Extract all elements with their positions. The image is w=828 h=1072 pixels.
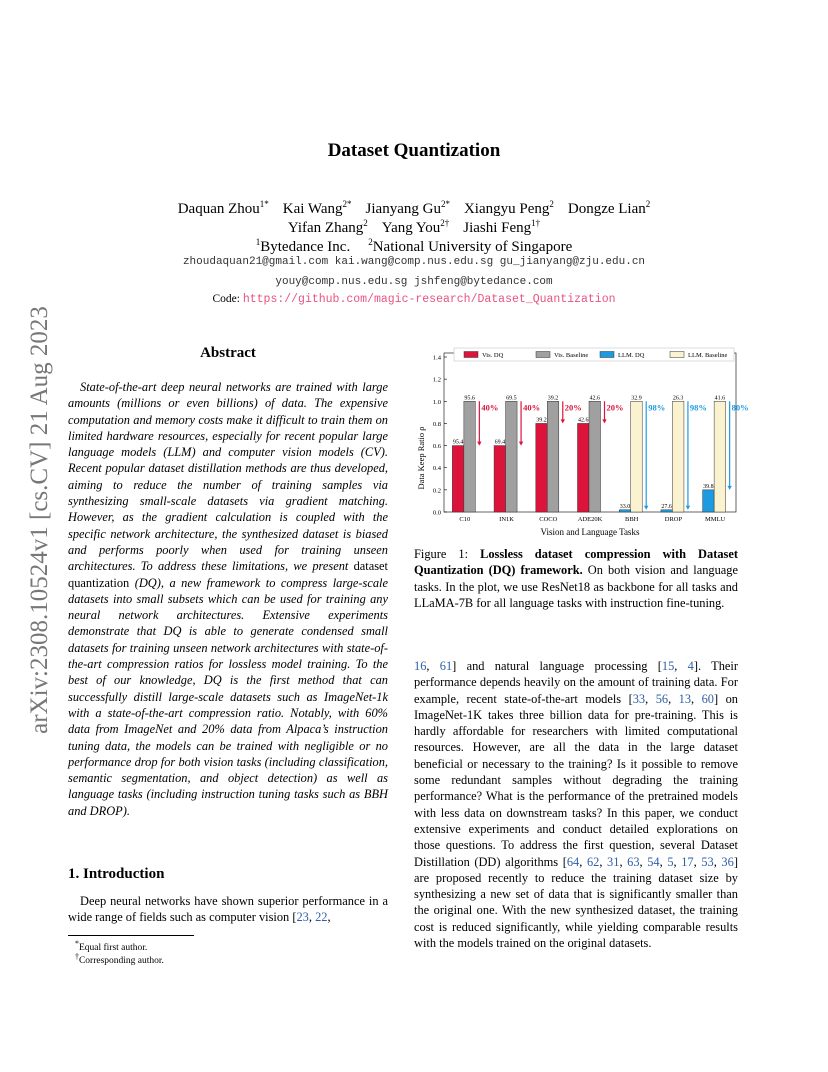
- arxiv-id: arXiv:2308.10524v1 [cs.CV] 21 Aug 2023: [26, 306, 53, 734]
- bar: [547, 401, 559, 512]
- body-text: ,: [691, 691, 702, 706]
- author-mark: 2: [363, 218, 368, 228]
- bar: [494, 446, 506, 512]
- citation-link[interactable]: 4: [687, 659, 694, 673]
- legend-entry: Vis. DQ: [482, 352, 504, 359]
- legend-swatch: [600, 352, 614, 358]
- author-text: Kai Wang: [282, 201, 343, 217]
- y-tick-label: 0.8: [432, 420, 441, 428]
- abstract-part-2: (DQ), a new framework to compress large-scale datasets into small subsets which can be used for training any neural network architectures. Extensive experiments demonstrate that DQ is able to generate condensed small datasets for training unseen network architectures with state-of-the-art compression ratios for lossless model training. To the best of our knowledge, DQ is the first method that can successfully distill large-scale datasets such as ImageNet-1k with a state-of-the-art compression ratio. Notably, with 60% data from ImageNet and 20% data from Alpaca’s instruction tuning data, the models can be trained with negligible or no performance drop for both vision tasks (including classification, semantic segmentation, and object detection) as well as language tasks (including instruction tuning tasks such as BBH and DROP).: [68, 575, 388, 818]
- data-label: 95.4: [452, 439, 464, 446]
- data-label: 42.6: [589, 395, 600, 402]
- citation-link[interactable]: 13: [678, 691, 692, 706]
- footnote-2-mark: †: [75, 952, 79, 961]
- footnote-2-text: Corresponding author.: [78, 956, 164, 967]
- emails-line-1: zhoudaquan21@gmail.com kai.wang@comp.nus.edu.sg gu_jianyang@zju.edu.cn: [182, 256, 646, 268]
- citation-link[interactable]: 23: [296, 910, 309, 925]
- bar: [619, 510, 631, 512]
- reduction-annotation: 40%: [523, 402, 541, 413]
- affiliation: [256, 239, 350, 255]
- intro-text-after: ,: [327, 910, 331, 925]
- reduction-arrow-head: [686, 506, 690, 510]
- author-text: Jiashi Feng: [463, 220, 532, 236]
- code-url-link[interactable]: https://github.com/magic-research/Dataset_Quantization: [242, 293, 616, 306]
- bar: [714, 401, 726, 512]
- data-label: 42.6: [578, 417, 589, 424]
- footnote-2: [75, 952, 164, 966]
- reduction-annotation: 98%: [689, 402, 707, 413]
- author-text: Dongze Lian: [567, 201, 646, 217]
- bar: [536, 423, 548, 512]
- citation-link[interactable]: 31: [607, 854, 620, 869]
- reduction-annotation: 98%: [648, 402, 666, 413]
- reduction-annotation: 40%: [481, 402, 499, 413]
- y-tick-label: 0.4: [432, 465, 441, 473]
- citation-link[interactable]: 54: [647, 854, 660, 869]
- citation-link[interactable]: 17: [681, 854, 694, 869]
- data-label: 39.8: [703, 483, 714, 490]
- footnote-1-text: Equal first author.: [78, 943, 148, 954]
- legend-entry: LLM. Baseline: [688, 352, 728, 359]
- body-text: ,: [599, 854, 608, 869]
- figure-1-chart: [414, 343, 749, 539]
- bar: [452, 446, 464, 512]
- chart-y-axis-label: Data Keep Ratio ρ: [416, 426, 426, 490]
- body-text: ,: [639, 854, 648, 869]
- body-text: ,: [619, 854, 628, 869]
- reduction-annotation: 80%: [731, 402, 749, 413]
- author-text: Yang You: [381, 220, 441, 236]
- citation-link[interactable]: 16: [414, 659, 427, 673]
- reduction-annotation: 20%: [606, 402, 624, 413]
- reduction-arrow-head: [519, 442, 523, 446]
- affiliation: [368, 239, 572, 255]
- body-text: ] and natural language processing [: [452, 659, 662, 673]
- right-column-body: [414, 658, 738, 951]
- paper-title: Dataset Quantization: [327, 140, 501, 161]
- x-tick-label: DROP: [664, 516, 683, 523]
- y-tick-label: 1.0: [432, 398, 441, 406]
- bar: [661, 510, 673, 512]
- body-text: ,: [668, 691, 679, 706]
- reduction-annotation: 20%: [564, 402, 582, 413]
- author-mark: 2: [645, 199, 651, 209]
- emails-line-2: youy@comp.nus.edu.sg jshfeng@bytedance.com: [275, 276, 553, 288]
- data-label: 39.2: [536, 417, 547, 424]
- body-text: ,: [426, 659, 440, 673]
- abstract-heading: Abstract: [200, 345, 256, 361]
- data-label: 41.6: [714, 395, 726, 402]
- legend-swatch: [464, 352, 478, 358]
- citation-link[interactable]: 15: [661, 659, 675, 673]
- body-text: ]. Their performance depends heavily on the amount of training data. For example, recent state-of-the-art models [: [414, 659, 738, 706]
- affiliation-text: National University of Singapore: [372, 239, 573, 255]
- reduction-arrow-head: [644, 506, 648, 510]
- body-text: ,: [674, 659, 688, 673]
- citation-link[interactable]: 36: [721, 854, 734, 869]
- citation-link[interactable]: 53: [701, 854, 714, 869]
- citation-link[interactable]: 61: [439, 659, 453, 673]
- footnote-1-mark: *: [75, 939, 79, 948]
- body-text: ] on ImageNet-1K takes three billion data for pre-training. This is hardly affordable for researchers with limited computational resources. However, are all the data in the large dataset beneficial or necessary to the training? Is it possible to remove some redundant samples without degrading the training performance? What is the performance of the pretrained models with less data on downstream tasks? In this paper, we conduct extensive experiments and conduct detailed explorations on those questions. To address the first question, several Dataset Distillation (DD) algorithms [: [414, 691, 738, 869]
- affiliation-text: Bytedance Inc.: [260, 239, 351, 255]
- bar: [631, 401, 643, 512]
- citation-link[interactable]: 60: [701, 691, 714, 706]
- citation-link[interactable]: 56: [655, 691, 669, 706]
- body-text: ,: [693, 854, 702, 869]
- bar: [703, 490, 715, 512]
- legend-swatch: [536, 352, 550, 358]
- citation-link[interactable]: 62: [586, 854, 600, 869]
- data-label: 26.3: [672, 395, 684, 402]
- bar: [578, 423, 590, 512]
- y-tick-label: 1.4: [432, 354, 441, 362]
- reduction-arrow-head: [727, 486, 731, 490]
- intro-heading: 1. Introduction: [68, 866, 165, 882]
- data-label: 69.5: [506, 395, 517, 402]
- citation-link[interactable]: 22: [315, 910, 328, 925]
- code-line: [0, 293, 828, 306]
- figure-1-caption: [414, 546, 738, 611]
- caption-bold: Lossless dataset compression with Dataset Quantization (DQ) framework.: [414, 547, 738, 578]
- bar: [589, 401, 601, 512]
- y-tick-label: 0.0: [432, 509, 441, 517]
- x-tick-label: MMLU: [705, 516, 726, 523]
- reduction-arrow-head: [477, 442, 481, 446]
- chart-legend: [454, 348, 734, 361]
- body-text: ] are proposed recently to reduce the training dataset size by synthesizing a new set of data that is significantly smaller than the original one. With the new synthesized dataset, the training cost is reduced significantly, while yielding comparable results with the models trained on the original datasets.: [414, 854, 738, 951]
- citation-link[interactable]: 64: [566, 854, 580, 869]
- abstract-body: [68, 379, 388, 819]
- affiliation-mark: 1: [255, 237, 261, 247]
- data-label: 69.4: [494, 439, 506, 446]
- body-text: ,: [579, 854, 587, 869]
- data-label: 32.9: [631, 395, 642, 402]
- intro-body: [68, 893, 388, 926]
- bar: [464, 401, 476, 512]
- y-tick-label: 0.2: [432, 487, 441, 495]
- x-tick-label: IN1K: [499, 516, 514, 523]
- caption-rest: On both vision and language tasks. In the plot, we use ResNet18 as backbone for all tasks and LLaMA-7B for all language tasks with instruction fine-tuning.: [414, 563, 738, 610]
- body-text: ,: [673, 854, 682, 869]
- author-text: Yifan Zhang: [287, 220, 364, 236]
- data-label: 95.6: [464, 395, 475, 402]
- author-mark: 1*: [259, 199, 269, 209]
- bar: [506, 401, 518, 512]
- body-text: ,: [713, 854, 722, 869]
- y-tick-label: 1.2: [432, 376, 441, 384]
- chart-x-axis-label: Vision and Language Tasks: [540, 527, 640, 537]
- citation-link[interactable]: 33: [632, 691, 646, 706]
- arxiv-sidebar: [20, 280, 60, 760]
- author-mark: 2*: [342, 199, 352, 209]
- x-tick-label: ADE20K: [577, 516, 603, 523]
- reduction-arrow-head: [561, 419, 565, 423]
- abstract-upright-term: dataset quantization: [68, 559, 388, 590]
- author-mark: 2: [549, 199, 554, 209]
- author-text: Jianyang Gu: [365, 201, 441, 217]
- data-label: 39.2: [547, 395, 559, 402]
- author-text: Daquan Zhou: [177, 201, 260, 217]
- author-text: Xiangyu Peng: [463, 201, 550, 217]
- bar: [672, 401, 684, 512]
- x-tick-label: C10: [459, 516, 471, 523]
- affiliation-mark: 2: [368, 237, 373, 247]
- caption-label: Figure 1:: [414, 547, 469, 561]
- data-label: 33.0: [619, 503, 631, 510]
- intro-sep: ,: [308, 910, 316, 925]
- y-tick-label: 0.6: [432, 443, 441, 451]
- affiliations: [0, 233, 828, 257]
- x-tick-label: COCO: [539, 516, 558, 523]
- x-tick-label: BBH: [625, 516, 639, 523]
- footnote-rule: [68, 935, 194, 936]
- citation-link[interactable]: 5: [667, 854, 674, 869]
- intro-text-before: Deep neural networks have shown superior performance in a wide range of fields such as computer vision [: [68, 894, 388, 925]
- chart-bars: [452, 401, 725, 512]
- data-label: 27.6: [661, 503, 672, 510]
- author-mark: 2†: [440, 218, 450, 228]
- author-mark: 2*: [440, 199, 450, 209]
- legend-entry: Vis. Baseline: [554, 352, 589, 359]
- author-mark: 1†: [531, 218, 541, 228]
- legend-swatch: [670, 352, 684, 358]
- citation-link[interactable]: 63: [627, 854, 640, 869]
- abstract-part-1: State-of-the-art deep neural networks are trained with large amounts (millions or even billions) of data. The expensive computation and memory costs make it difficult to train them on limited hardware resources, especially for recent popular large language models (LLM) and computer vision models (CV). Recent popular dataset distillation methods are thus developed, aiming to reduce the number of training samples via synthesizing small-scale datasets via gradient matching. However, as the gradient calculation is coupled with the specific network architecture, the synthesized dataset is biased and performs poorly when used for training unseen architectures. To address these limitations, we present: [68, 380, 388, 574]
- code-label: Code:: [212, 293, 240, 305]
- body-text: ,: [659, 854, 668, 869]
- reduction-arrow-head: [602, 419, 606, 423]
- legend-entry: LLM. DQ: [618, 352, 645, 359]
- body-text: ,: [645, 691, 656, 706]
